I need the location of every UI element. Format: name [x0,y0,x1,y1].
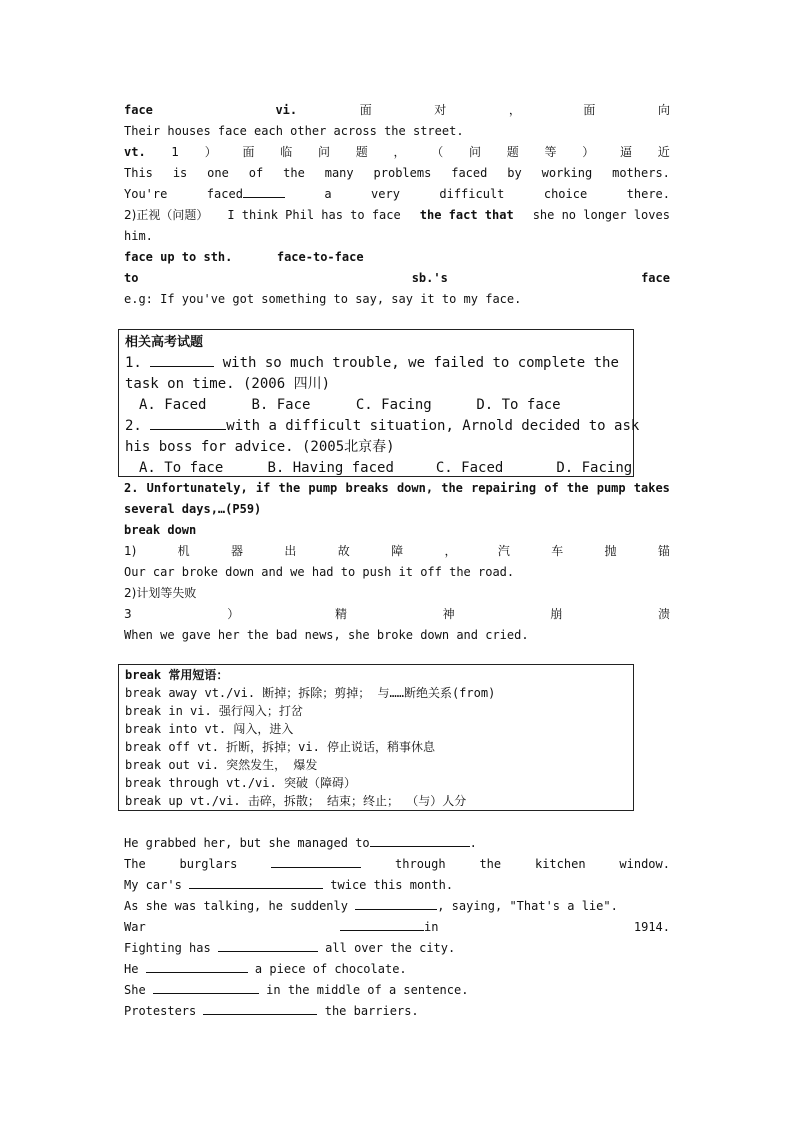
fill-blank[interactable] [203,1001,317,1015]
text-sentence-cont: several days,…(P59) [124,502,262,516]
option[interactable]: C. Faced [435,460,504,476]
meaning-char: 障 [391,544,404,558]
question-2-cont: his boss for advice. (2005北京春) [125,439,395,455]
meaning-char: 器 [231,544,244,558]
exercise-text: the barriers. [324,1004,419,1018]
fill-blank[interactable] [243,184,285,198]
phrase-line [124,247,670,268]
meaning-char: 锚 [657,544,670,558]
question-text: with a difficult situation, Arnold decided to ask [226,418,640,434]
option[interactable]: A. To face [139,460,224,476]
phrase: face-to-face [276,250,364,264]
fill-blank[interactable] [146,959,248,973]
meaning-char: 机 [177,544,190,558]
meaning-char: ） [227,607,240,621]
box-title-text: break 常用短语： [125,668,229,682]
box-title [125,666,671,684]
fill-blank[interactable] [370,833,470,847]
phrase-item: break through vt./vi. 突破（障碍） [125,776,356,790]
exercise-text: War [124,920,146,934]
exercise-text: Fighting has [124,941,211,955]
word: of [248,166,264,180]
phrase-word: sb.'s [411,271,448,285]
exercise-4 [124,896,670,917]
word: mothers. [612,166,670,180]
meaning-char: 向 [657,103,670,117]
word: This [124,166,153,180]
example-sentence: Our car broke down and we had to push it off the road. [124,565,515,579]
meaning-char: 题 [506,145,519,159]
fill-blank[interactable] [150,353,214,367]
exercise-8 [124,980,670,1001]
phrase-item: break out vi. 突然发生， 爆发 [125,758,318,772]
exercise-5 [124,917,670,938]
exercise-text: , saying, "That's a lie". [437,899,618,913]
word: down, [396,481,434,495]
exercise-1 [124,833,670,854]
word: by [507,166,522,180]
sense-2-line: 2)计划等失败 [124,586,197,600]
meaning-char: 面 [359,103,372,117]
word: the [441,481,463,495]
phrase-item: break into vt. 闯入，进入 [125,722,294,736]
option[interactable]: A. Faced [139,397,207,413]
word: there. [626,187,670,201]
word: faced [206,187,243,201]
fill-blank[interactable] [153,980,259,994]
phrase-item: break in vi. 强行闯入；打岔 [125,704,303,718]
phrase-item: break up vt./vi. 击碎，拆散； 结束；终止； （与）人分 [125,794,467,808]
exercise-text: He grabbed her, but she managed to [124,836,370,850]
word: the [479,857,502,871]
meaning-char: ， [508,103,521,117]
meaning-char: 临 [280,145,293,159]
example-sentence [124,163,670,184]
exercise-text: He [124,962,139,976]
meaning-char: 面 [583,103,596,117]
meaning-char: 近 [657,145,670,159]
fill-blank[interactable] [340,917,424,931]
word: The [124,857,146,871]
section-heading: break down [124,523,197,537]
fill-blank[interactable] [150,416,226,430]
word: the [566,481,589,495]
meaning-char: ） [204,145,217,159]
word: kitchen [534,857,586,871]
question-number: 1. [125,355,142,371]
fill-blank[interactable] [189,875,323,889]
word: 2. [124,481,139,495]
exercise-text: 1914. [633,920,670,934]
meaning-char: ， [444,544,457,558]
box-title: 相关高考试题 [125,335,204,350]
meaning-char: 等 [544,145,557,159]
word: working [541,166,593,180]
exercise-text: in the middle of a sentence. [266,983,469,997]
fill-blank[interactable] [355,896,437,910]
option[interactable]: D. To face [476,397,561,413]
meaning-char: 题 [355,145,368,159]
word: breaks [345,481,389,495]
word: of [544,481,559,495]
word: choice [543,187,588,201]
meaning-char: 逼 [620,145,633,159]
exercise-2 [124,854,670,875]
word: takes [633,481,670,495]
exercise-3 [124,875,670,896]
option[interactable]: B. Face [251,397,311,413]
pos-label: vt. [124,145,146,159]
word: if [255,481,271,495]
meaning-char: 抛 [604,544,617,558]
meaning-char: 问 [318,145,331,159]
word: burglars [179,857,238,871]
example-sentence: Their houses face each other across the street. [124,124,464,138]
word: problems [373,166,432,180]
word: through [395,857,446,871]
example-continuation: him. [124,229,153,243]
phrase-word: to [124,271,139,285]
headword: face [124,103,153,117]
word: difficult [439,187,505,201]
question-2 [125,416,671,437]
meaning-char: 精 [334,607,347,621]
question-1-options [139,395,685,416]
example-text: she no longer loves [532,208,670,222]
meaning-char: 溃 [657,607,670,621]
meaning-char: 出 [284,544,297,558]
word: many [324,166,354,180]
exercise-7 [124,959,670,980]
exercise-text: My car's [124,878,182,892]
exercise-text: in [424,920,439,934]
sense-3-line [124,604,670,625]
word: Unfortunately, [146,481,248,495]
question-text: with so much trouble, we failed to complete the [222,355,619,371]
meaning-char: 故 [337,544,350,558]
exercise-text: . [469,836,477,850]
fill-blank[interactable] [218,938,318,952]
exercise-9 [124,1001,670,1022]
question-1 [125,353,671,374]
pos-label: vi. [275,103,298,117]
word: very [371,187,400,201]
phrase: face up to sth. [124,250,233,264]
meaning-char: 对 [434,103,447,117]
question-2-options [139,458,685,479]
word: one [207,166,229,180]
word: faced [451,166,488,180]
fill-blank[interactable] [271,854,361,868]
option[interactable]: B. Having faced [267,460,394,476]
meaning-char: 崩 [550,607,563,621]
example-sentence: e.g: If you've got something to say, say it to my face. [124,292,522,306]
question-1-cont: task on time. (2006 四川) [125,376,331,392]
option[interactable]: D. Facing [556,460,633,476]
meaning-char: 车 [551,544,564,558]
word: the [283,166,305,180]
meaning-char: 汽 [497,544,510,558]
word-with-blank [207,184,285,205]
meaning-char: 面 [242,145,255,159]
word: repairing [471,481,537,495]
option[interactable]: C. Facing [355,397,432,413]
exercise-6 [124,938,670,959]
exercise-text: twice this month. [330,878,454,892]
sense-2-line [124,205,670,226]
vt-sense-line [124,142,670,163]
meaning-char: 3 [124,607,132,621]
meaning-char: ， [393,145,406,159]
word: window. [619,857,670,871]
break-phrases-box [118,664,634,811]
exercise-text: Protesters [124,1004,197,1018]
bold-phrase: the fact that [419,208,514,222]
question-number: 2. [125,418,142,434]
exercise-text: a piece of chocolate. [254,962,407,976]
phrase-word: face [641,271,670,285]
meaning-char: 1 [171,145,180,159]
exam-questions-box [118,329,640,477]
exercise-text: As she was talking, he suddenly [124,899,348,913]
exercise-text: She [124,983,146,997]
text-sentence-line [124,478,670,499]
sense-label: 2)正视（问题） [124,208,209,222]
word: You're [124,187,168,201]
meaning-char: 1) [124,544,137,558]
meaning-char: ） [582,145,595,159]
face-headword-line [124,100,670,121]
word: a [324,187,332,201]
example-sentence-blank [124,184,670,205]
exercise-text: all over the city. [325,941,456,955]
word: pump [308,481,338,495]
word: is [172,166,188,180]
meaning-char: 神 [442,607,455,621]
example-sentence: When we gave her the bad news, she broke down and cried. [124,628,529,642]
sense-1-line [124,541,670,562]
phrase-line [124,268,670,289]
meaning-char: （ [431,145,444,159]
word: pump [596,481,626,495]
phrase-item: break off vt. 折断，拆掉；vi. 停止说话，稍事休息 [125,740,436,754]
meaning-char: 问 [469,145,482,159]
example-text: I think Phil has to face [227,208,401,222]
phrase-item: break away vt./vi. 断掉；拆除；剪掉； 与……断绝关系(from) [125,686,496,700]
word: the [278,481,301,495]
